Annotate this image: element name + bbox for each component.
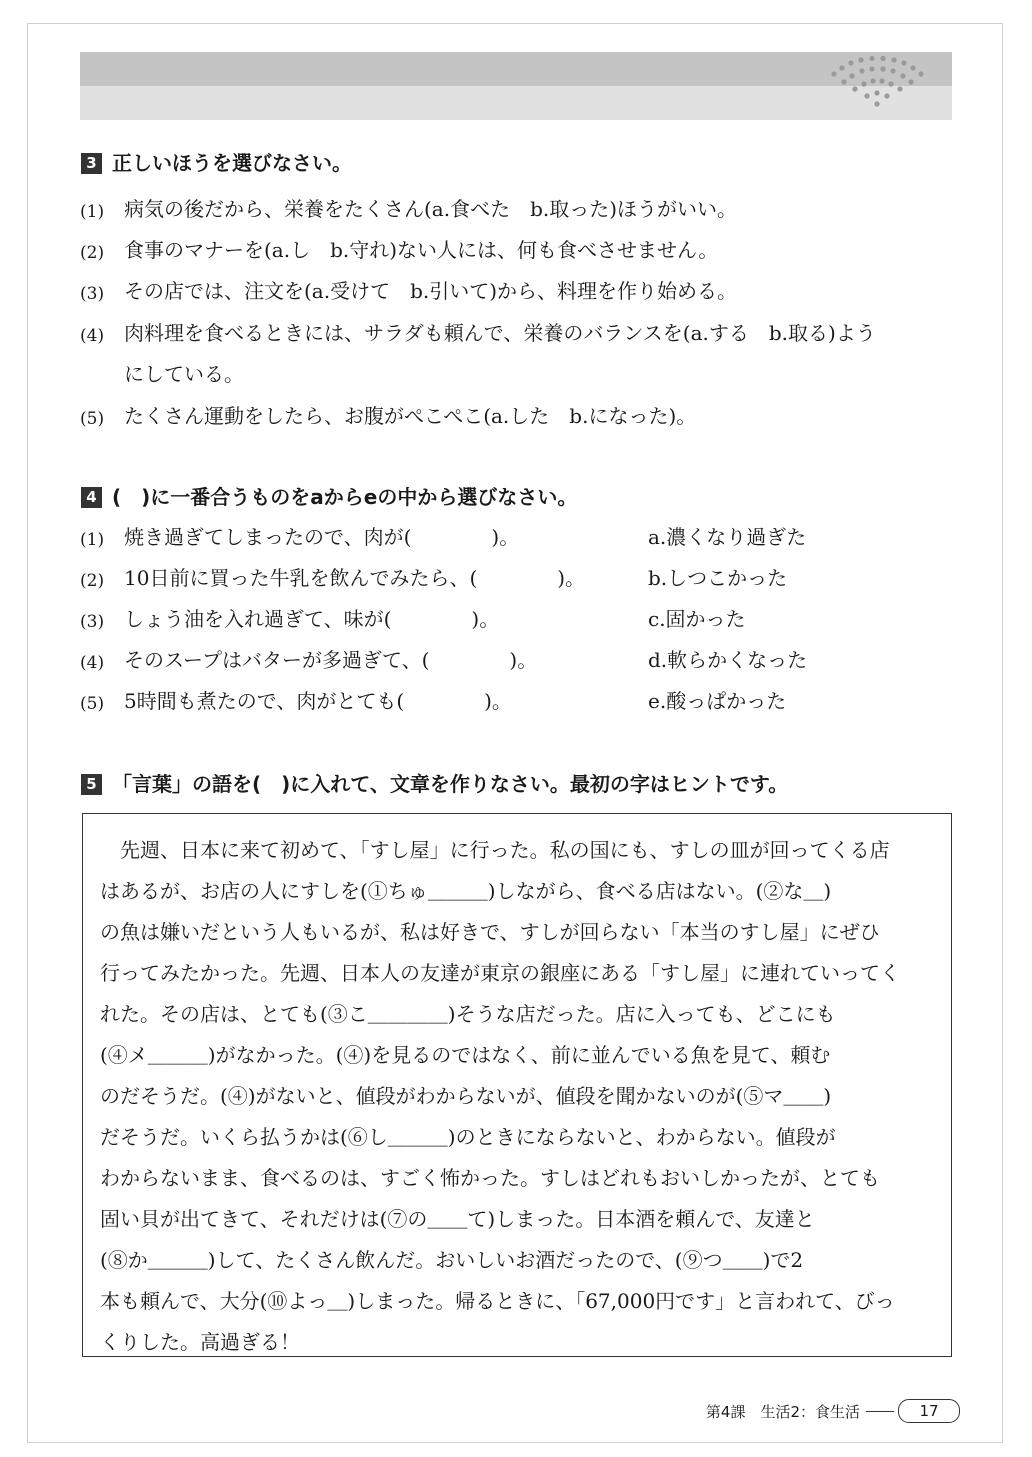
- item-number: (2): [80, 243, 105, 263]
- q4-item-4: [80, 633, 960, 673]
- passage-line: 先週、日本に来て初めて、「すし屋」に行った。私の国にも、すしの皿が回ってくる店: [100, 838, 890, 862]
- header-band: [80, 52, 952, 120]
- item-text: 肉料理を食べるときには、サラダも頼んで、栄養のバランスを(a.する b.取る)よう: [124, 321, 876, 345]
- q4-item-5: [80, 674, 960, 714]
- item-text: 10日前に買った牛乳を飲んでみたら、( )。: [124, 566, 586, 590]
- item-text: 食事のマナーを(a.し b.守れ)ない人には、何も食べさせません。: [124, 238, 719, 262]
- q3-item-4: [80, 306, 960, 346]
- item-text: しょう油を入れ過ぎて、味が( )。: [124, 607, 500, 631]
- item-number: (4): [80, 653, 105, 673]
- q5-title: [81, 757, 788, 797]
- item-text: たくさん運動をしたら、お腹がぺこぺこ(a.した b.になった)。: [124, 404, 697, 428]
- item-number: (5): [80, 694, 105, 714]
- passage-line: 本も頼んで、大分(⑩よっ＿)しまった。帰るときに、「67,000円です」と言われて、びっ: [100, 1289, 895, 1313]
- item-number: (1): [80, 530, 105, 550]
- answer-choice: d.軟らかくなった: [648, 648, 808, 672]
- passage-line: (⑧か＿＿＿)して、たくさん飲んだ。おいしいお酒だったので、(⑨つ＿＿)で2: [100, 1248, 804, 1272]
- q3-item-5: [80, 389, 960, 429]
- q4-item-1: [80, 510, 960, 550]
- answer-choice: c.固かった: [648, 607, 746, 631]
- item-text: そのスープはバターが多過ぎて、( )。: [124, 648, 538, 672]
- item-text: にしている。: [124, 362, 244, 386]
- item-text: 5時間も煮たので、肉がとても( )。: [124, 689, 512, 713]
- passage-line: だそうだ。いくら払うかは(⑥し＿＿＿)のときにならないと、わからない。値段が: [100, 1125, 836, 1149]
- passage-line: れた。その店は、とても(③こ＿＿＿＿)そうな店だった。店に入っても、どこにも: [100, 1002, 836, 1026]
- item-number: (5): [80, 409, 105, 429]
- item-text: その店では、注文を(a.受けて b.引いて)から、料理を作り始める。: [124, 279, 738, 303]
- q3-number-badge: 3: [81, 153, 102, 174]
- passage-line: (④メ＿＿＿)がなかった。(④)を見るのではなく、前に並んでいる魚を見て、頼む: [100, 1043, 831, 1067]
- passage-line: のだそうだ。(④)がないと、値段がわからないが、値段を聞かないのが(⑤マ＿＿): [100, 1084, 832, 1108]
- q4-number-badge: 4: [81, 487, 102, 508]
- q4-title: [81, 470, 577, 510]
- header-band-bottom: [80, 86, 952, 120]
- item-number: (1): [80, 202, 105, 222]
- header-band-top: [80, 52, 952, 86]
- q5-number-badge: 5: [81, 774, 102, 795]
- q3-item-3: [80, 264, 960, 304]
- q5-title-text: 「言葉」の語を( )に入れて、文章を作りなさい。最初の字はヒントです。: [112, 772, 789, 796]
- chapter-label: 第4課 生活2：食生活: [705, 1402, 860, 1421]
- q3-item-4-continued: [124, 347, 1004, 387]
- page-number: 17: [898, 1399, 960, 1423]
- item-number: (2): [80, 571, 105, 591]
- item-text: 病気の後だから、栄養をたくさん(a.食べた b.取った)ほうがいい。: [124, 197, 738, 221]
- passage-line: はあるが、お店の人にすしを(①ちゅ＿＿＿)しながら、食べる店はない。(②な＿): [100, 879, 832, 903]
- item-number: (4): [80, 326, 105, 346]
- q3-item-2: [80, 223, 960, 263]
- page-footer: [706, 1399, 960, 1423]
- passage-line: 固い貝が出てきて、それだけは(⑦の＿＿て)しまった。日本酒を頼んで、友達と: [100, 1207, 815, 1231]
- item-number: (3): [80, 612, 105, 632]
- q3-item-1: [80, 182, 960, 222]
- answer-choice: e.酸っぱかった: [648, 689, 787, 713]
- answer-choice: a.濃くなり過ぎた: [648, 525, 807, 549]
- item-text: 焼き過ぎてしまったので、肉が( )。: [124, 525, 520, 549]
- q4-item-2: [80, 551, 960, 591]
- dots-decoration-icon: [826, 56, 936, 112]
- q3-title: [81, 136, 352, 176]
- q3-title-text: 正しいほうを選びなさい。: [112, 151, 352, 175]
- item-number: (3): [80, 284, 105, 304]
- q4-item-3: [80, 592, 960, 632]
- passage-line: わからないまま、食べるのは、すごく怖かった。すしはどれもおいしかったが、とても: [100, 1166, 880, 1190]
- q4-title-text: ( )に一番合うものをaからeの中から選びなさい。: [112, 485, 578, 509]
- passage-line: 行ってみたかった。先週、日本人の友達が東京の銀座にある「すし屋」に連れていってく: [100, 961, 900, 985]
- answer-choice: b.しつこかった: [648, 566, 788, 590]
- footer-rule: [866, 1411, 894, 1412]
- passage-line: くりした。高過ぎる！: [100, 1330, 300, 1354]
- passage-line: の魚は嫌いだという人もいるが、私は好きで、すしが回らない「本当のすし屋」にぜひ: [100, 920, 880, 944]
